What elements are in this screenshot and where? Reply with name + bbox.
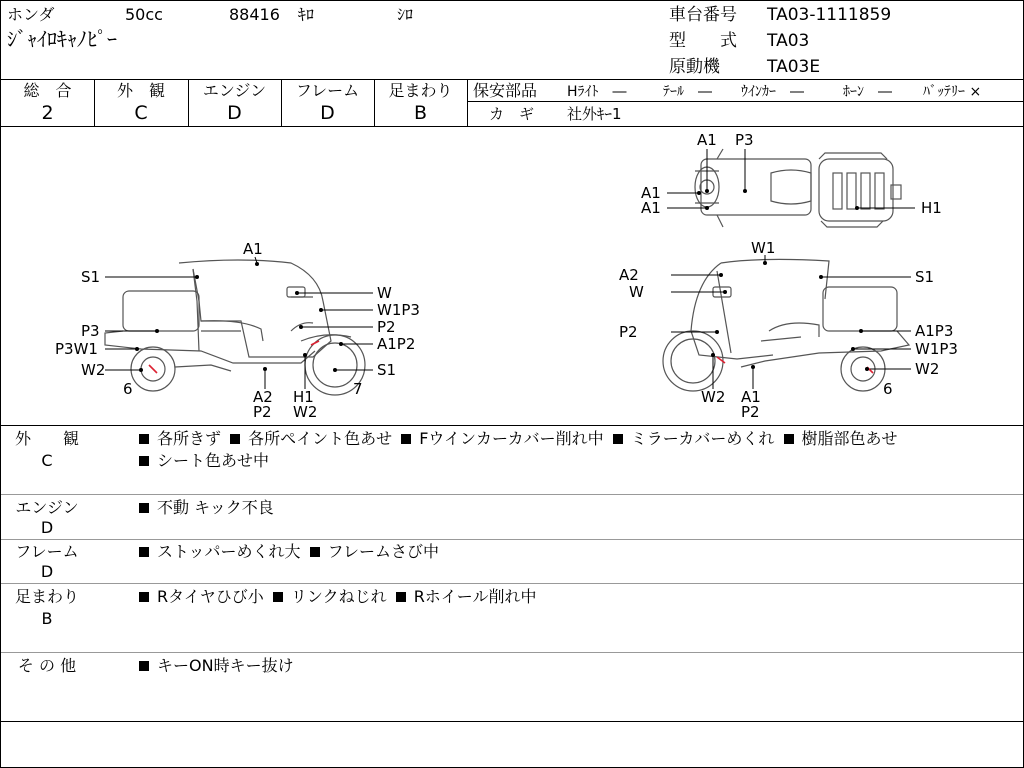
remark: 樹脂部色あせ bbox=[801, 429, 898, 448]
section-items-exterior bbox=[135, 428, 1015, 472]
model-name: ｼﾞｬｲﾛｷｬﾉﾋﾟｰ bbox=[7, 27, 117, 51]
top-label: A1 bbox=[641, 184, 661, 202]
grade-label-exterior: 外 観 bbox=[116, 81, 165, 100]
grade-value-exterior: C bbox=[134, 102, 148, 124]
divider bbox=[467, 79, 468, 126]
section-label-other: そ の 他 bbox=[17, 656, 77, 675]
divider bbox=[1, 652, 1023, 653]
color: ｼﾛ bbox=[397, 5, 414, 24]
top-label: P3 bbox=[735, 131, 754, 149]
section-items-engine bbox=[135, 497, 1015, 519]
bullet-square-icon bbox=[310, 547, 320, 557]
maker: ホンダ bbox=[7, 5, 55, 24]
bullet-square-icon bbox=[139, 503, 149, 513]
divider bbox=[1, 583, 1023, 584]
right-label: P2 bbox=[619, 323, 638, 341]
key-value: 社外ｷｰ1 bbox=[567, 105, 622, 123]
top-view-drawing bbox=[695, 149, 901, 227]
divider bbox=[1, 425, 1023, 426]
left-label: P2 bbox=[253, 403, 272, 421]
right-label: W2 bbox=[701, 388, 726, 406]
key-label: カ ギ bbox=[489, 105, 535, 123]
safety-item-tail: ﾃｰﾙ ― bbox=[663, 84, 712, 100]
grade-value-suspension: B bbox=[413, 102, 428, 124]
top-label: A1 bbox=[697, 131, 717, 149]
right-label: A1P3 bbox=[915, 322, 954, 340]
grade-label-engine: エンジン bbox=[202, 81, 267, 100]
grade-label-overall: 総 合 bbox=[23, 81, 72, 100]
frame-no: TA03-1111859 bbox=[767, 5, 892, 25]
grade-label-frame: フレーム bbox=[295, 81, 360, 100]
section-grade-frame: D bbox=[40, 562, 54, 581]
right-label: W bbox=[629, 283, 644, 301]
remark: ストッパーめくれ大 bbox=[157, 542, 301, 561]
remark: シート色あせ中 bbox=[157, 451, 270, 470]
right-label: S1 bbox=[915, 268, 935, 286]
divider bbox=[1, 721, 1023, 722]
bullet-square-icon bbox=[230, 434, 240, 444]
left-label: W2 bbox=[81, 361, 106, 379]
left-label: A2 bbox=[253, 388, 273, 406]
safety-item-battery: ﾊﾞｯﾃﾘｰ × bbox=[923, 84, 982, 100]
safety-item-winker: ｳｲﾝｶｰ ― bbox=[741, 84, 804, 100]
section-label-suspension: 足まわり bbox=[14, 587, 79, 606]
remark: Rタイヤひび小 bbox=[157, 587, 264, 606]
bullet-square-icon bbox=[784, 434, 794, 444]
safety-item-horn: ﾎｰﾝ ― bbox=[843, 84, 892, 100]
vehicle-diagram bbox=[1, 127, 1023, 425]
safety-label: 保安部品 bbox=[473, 81, 538, 100]
bullet-square-icon bbox=[396, 592, 406, 602]
divider bbox=[1, 539, 1023, 540]
bullet-square-icon bbox=[139, 547, 149, 557]
remark: Rホイール削れ中 bbox=[413, 587, 537, 606]
remark: 不動 キック不良 bbox=[157, 498, 274, 517]
type-value: TA03 bbox=[767, 31, 810, 51]
right-label: W2 bbox=[915, 360, 940, 378]
divider bbox=[1, 79, 1023, 80]
left-label: 6 bbox=[123, 380, 133, 398]
top-label: A1 bbox=[641, 199, 661, 217]
remark: ミラーカバーめくれ bbox=[630, 429, 775, 448]
left-label: W1P3 bbox=[377, 301, 420, 319]
section-label-engine: エンジン bbox=[15, 498, 79, 517]
bullet-square-icon bbox=[139, 592, 149, 602]
left-label: P3W1 bbox=[55, 340, 98, 358]
section-grade-engine: D bbox=[40, 518, 54, 537]
section-items-suspension bbox=[135, 586, 1015, 608]
bullet-square-icon bbox=[273, 592, 283, 602]
divider bbox=[1, 494, 1023, 495]
section-items-other bbox=[135, 655, 1015, 677]
remark: キーON時キー抜け bbox=[157, 656, 294, 675]
right-label: 6 bbox=[883, 380, 893, 398]
safety-item-headlight: Hﾗｲﾄ ― bbox=[567, 84, 627, 100]
frame-no-label: 車台番号 bbox=[669, 5, 737, 25]
right-label: W1P3 bbox=[915, 340, 958, 358]
section-grade-exterior: C bbox=[41, 451, 53, 470]
left-label: A1 bbox=[243, 240, 263, 258]
grade-value-overall: 2 bbox=[41, 102, 54, 124]
remark: フレームさび中 bbox=[327, 542, 439, 561]
type-label: 型 式 bbox=[669, 31, 737, 51]
right-label: A1 bbox=[741, 388, 761, 406]
section-items-frame bbox=[135, 541, 1015, 563]
bullet-square-icon bbox=[401, 434, 411, 444]
left-label: H1 bbox=[293, 388, 314, 406]
section-label-frame: フレーム bbox=[15, 542, 79, 561]
bullet-square-icon bbox=[139, 661, 149, 671]
right-label: W1 bbox=[751, 239, 776, 257]
mileage: 88416 bbox=[229, 5, 280, 24]
grade-label-suspension: 足まわり bbox=[388, 81, 453, 100]
bullet-square-icon bbox=[139, 456, 149, 466]
grade-value-engine: D bbox=[227, 102, 242, 124]
remark: 各所きず bbox=[157, 429, 222, 448]
right-label: P2 bbox=[741, 403, 760, 421]
bullet-square-icon bbox=[139, 434, 149, 444]
left-label: P3 bbox=[81, 322, 100, 340]
top-label: H1 bbox=[921, 199, 942, 217]
remark: Fウインカーカバー削れ中 bbox=[419, 429, 604, 448]
remark: 各所ペイント色あせ bbox=[248, 429, 393, 448]
left-label: 7 bbox=[353, 380, 363, 398]
left-label: W2 bbox=[293, 403, 318, 421]
grade-value-frame: D bbox=[320, 102, 335, 124]
bullet-square-icon bbox=[613, 434, 623, 444]
left-label: S1 bbox=[81, 268, 101, 286]
right-label: A2 bbox=[619, 266, 639, 284]
section-grade-suspension: B bbox=[41, 609, 53, 628]
remark: リンクねじれ bbox=[290, 587, 387, 606]
engine-model-value: TA03E bbox=[767, 57, 821, 77]
engine-model-label: 原動機 bbox=[669, 57, 720, 77]
left-label: A1P2 bbox=[377, 335, 416, 353]
section-label-exterior: 外 観 bbox=[14, 429, 79, 448]
engine-cc: 50cc bbox=[125, 5, 163, 24]
left-label: S1 bbox=[377, 361, 397, 379]
mileage-unit: ｷﾛ bbox=[298, 5, 315, 24]
left-label: P2 bbox=[377, 318, 396, 336]
left-label: W bbox=[377, 284, 392, 302]
